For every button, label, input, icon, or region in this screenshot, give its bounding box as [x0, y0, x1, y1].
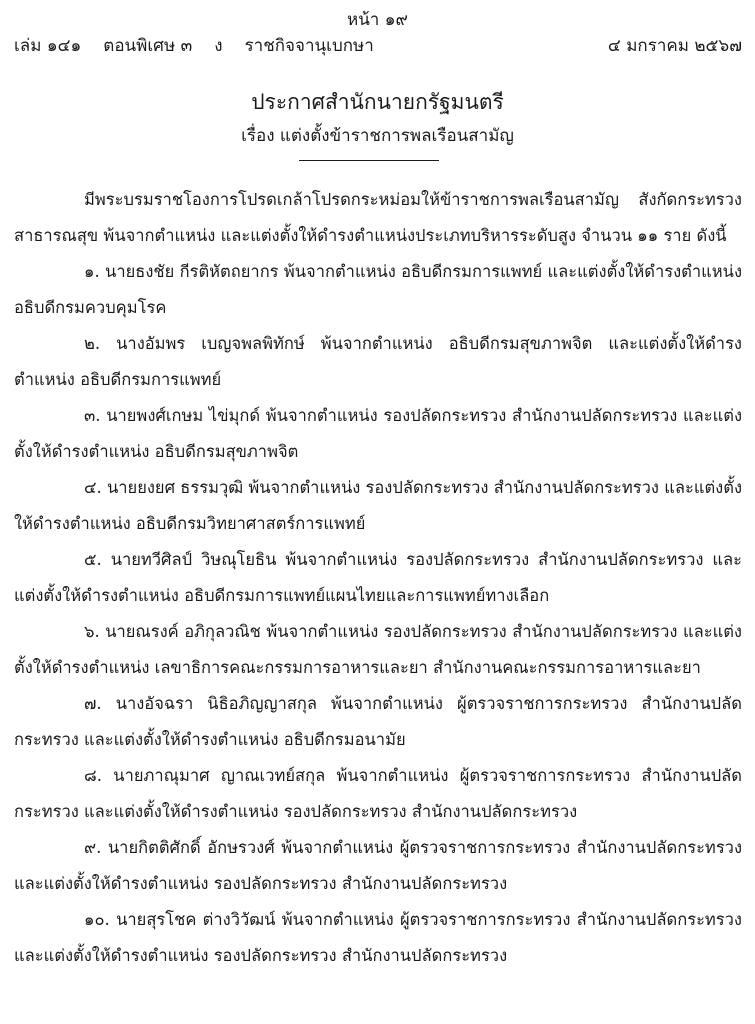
title-divider: [299, 160, 439, 161]
appointment-item: ๔. นายยงยศ ธรรมวุฒิ พ้นจากตำแหน่ง รองปลัดกระทรวง สำนักงานปลัดกระทรวง และแต่งตั้งให้ดำรงตำแหน่ง อธิบดีกรมวิทยาศาสตร์การแพทย์: [14, 478, 743, 533]
appointment-item: ๒. นางอัมพร เบญจพลพิทักษ์ พ้นจากตำแหน่ง อธิบดีกรมสุขภาพจิต และแต่งตั้งให้ดำรงตำแหน่ง อธิบดีกรมการแพทย์: [14, 334, 742, 389]
page-number: หน้า ๑๙: [346, 10, 409, 30]
gazette-header: [14, 32, 742, 59]
header-left: [14, 32, 374, 59]
appointment-item: ๑. นายธงชัย กีรติหัตถยากร พ้นจากตำแหน่ง อธิบดีกรมการแพทย์ และแต่งตั้งให้ดำรงตำแหน่ง อธิบดีกรมควบคุมโรค: [14, 262, 742, 317]
section-label: ตอนพิเศษ ๓: [103, 36, 193, 56]
appointment-item: ๕. นายทวีศิลป์ วิษณุโยธิน พ้นจากตำแหน่ง รองปลัดกระทรวง สำนักงานปลัดกระทรวง และแต่งตั้งให้ดำรงตำแหน่ง อธิบดีกรมการแพทย์แผนไทยและการแพทย์ทางเลือก: [14, 550, 742, 605]
appointment-item: ๖. นายณรงค์ อภิกุลวณิช พ้นจากตำแหน่ง รองปลัดกระทรวง สำนักงานปลัดกระทรวง และแต่งตั้งให้ดำรงตำแหน่ง เลขาธิการคณะกรรมการอาหารและยา สำนักงานคณะกรรมการอาหารและยา: [14, 622, 742, 677]
appointment-item: ๓. นายพงศ์เกษม ไข่มุกด์ พ้นจากตำแหน่ง รองปลัดกระทรวง สำนักงานปลัดกระทรวง และแต่งตั้งให้ดำรงตำแหน่ง อธิบดีกรมสุขภาพจิต: [14, 406, 742, 461]
announcement-subject: เรื่อง แต่งตั้งข้าราชการพลเรือนสามัญ: [241, 126, 514, 146]
appointment-item: ๘. นายภาณุมาศ ญาณเวทย์สกุล พ้นจากตำแหน่ง ผู้ตรวจราชการกระทรวง สำนักงานปลัดกระทรวง และแต่งตั้งให้ดำรงตำแหน่ง รองปลัดกระทรวง สำนักงานปลัดกระทรวง: [14, 766, 742, 821]
appointment-item: ๑๐. นายสุรโชค ต่างวิวัฒน์ พ้นจากตำแหน่ง ผู้ตรวจราชการกระทรวง สำนักงานปลัดกระทรวง และแต่งตั้งให้ดำรงตำแหน่ง รองปลัดกระทรวง สำนักงานปลัดกระทรวง: [14, 910, 742, 965]
volume-number: เล่ม ๑๔๑: [14, 36, 82, 56]
appointment-item: ๗. นางอัจฉรา นิธิอภิญญาสกุล พ้นจากตำแหน่ง ผู้ตรวจราชการกระทรวง สำนักงานปลัดกระทรวง และแต่งตั้งให้ดำรงตำแหน่ง อธิบดีกรมอนามัย: [14, 694, 742, 749]
appointment-item: ๙. นายกิตติศักดิ์ อักษรวงศ์ พ้นจากตำแหน่ง ผู้ตรวจราชการกระทรวง สำนักงานปลัดกระทรวง และแต่งตั้งให้ดำรงตำแหน่ง รองปลัดกระทรวง สำนักงานปลัดกระทรวง: [14, 838, 742, 893]
gazette-name: ราชกิจจานุเบกษา: [244, 36, 374, 56]
announcement-title: ประกาศสำนักนายกรัฐมนตรี: [251, 90, 504, 114]
intro-paragraph: มีพระบรมราชโองการโปรดเกล้าโปรดกระหม่อมให้ข้าราชการพลเรือนสามัญ สังกัดกระทรวงสาธารณสุข พ้นจากตำแหน่ง และแต่งตั้งให้ดำรงตำแหน่งประเภทบริหารระดับสูง จำนวน ๑๑ ราย ดังนี้: [14, 190, 742, 245]
announcement-body: [14, 182, 742, 974]
part-label: ง: [214, 36, 223, 56]
publication-date: ๔ มกราคม ๒๕๖๗: [607, 36, 742, 56]
